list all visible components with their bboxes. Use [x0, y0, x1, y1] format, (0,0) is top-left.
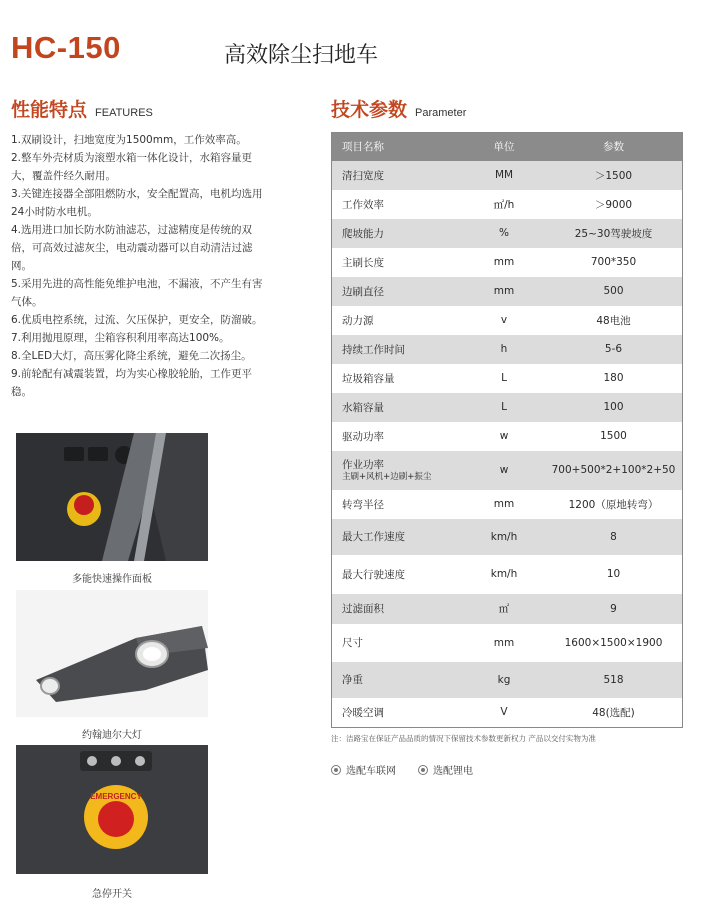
table-row — [332, 519, 683, 555]
spec-value: 518 — [603, 673, 624, 686]
spec-name: 边刷直径 — [342, 285, 384, 298]
spec-value: 700+500*2+100*2+50 — [551, 464, 676, 476]
header-name: 项目名称 — [342, 141, 384, 154]
table-row — [332, 248, 683, 277]
table-row — [332, 335, 683, 364]
spec-title-en: Parameter — [415, 107, 467, 119]
spec-unit: mm — [493, 636, 515, 649]
emergency-label: EMERGENCY — [90, 792, 142, 801]
header-unit: 单位 — [493, 141, 515, 154]
spec-name: 爬坡能力 — [342, 227, 384, 240]
table-row — [332, 306, 683, 335]
spec-value: 9 — [610, 602, 617, 615]
control-panel-photo — [16, 433, 208, 561]
spec-value: 48(选配) — [592, 706, 635, 719]
spec-value: 100 — [603, 401, 624, 413]
spec-unit: MM — [494, 169, 514, 181]
spec-name: 动力源 — [342, 314, 374, 327]
feature-item: 4.选用进口加长防水防油滤芯，过滤精度是传统的双倍，可高效过滤灰尘，电动震动器可以自动清洁过滤网。 — [11, 224, 253, 272]
option-label: 选配车联网 — [346, 766, 396, 777]
spec-title-cn: 技术参数 — [331, 99, 408, 121]
features-heading — [11, 95, 153, 122]
spec-unit: mm — [493, 256, 515, 268]
spec-name: 冷暖空调 — [342, 706, 384, 719]
spec-name: 主刷长度 — [342, 256, 384, 269]
spec-unit: w — [499, 464, 509, 476]
spec-value: ＞1500 — [594, 169, 633, 182]
model-number: HC-150 — [11, 30, 121, 65]
spec-unit: L — [501, 372, 507, 384]
spec-unit: v — [500, 314, 508, 326]
spec-name: 过滤面积 — [342, 603, 384, 615]
spec-value: 1500 — [600, 430, 627, 442]
spec-unit: km/h — [490, 568, 518, 580]
radio-icon — [418, 765, 428, 775]
table-row — [332, 364, 683, 393]
option-label: 选配锂电 — [433, 766, 473, 777]
table-header-row — [332, 133, 683, 161]
table-row — [332, 624, 683, 662]
spec-unit: kg — [497, 673, 511, 686]
spec-table — [331, 132, 683, 728]
features-list — [11, 131, 269, 401]
emergency-stop-photo — [16, 745, 208, 874]
photo-caption: 急停开关 — [92, 889, 132, 900]
option-list — [331, 762, 473, 777]
option-lithium-battery[interactable] — [418, 762, 473, 777]
spec-unit: ㎡/h — [493, 198, 515, 211]
radio-icon — [331, 765, 341, 775]
spec-name: 尺寸 — [342, 637, 363, 649]
headlight-photo — [16, 590, 208, 717]
spec-name: 工作效率 — [342, 198, 384, 211]
spec-name-main: 作业功率 — [342, 459, 384, 471]
spec-unit: V — [500, 706, 508, 719]
spec-value: 10 — [606, 568, 621, 580]
feature-item: 3.关键连接器全部阻燃防水，安全配置高，电机均选用24小时防水电机。 — [11, 188, 263, 218]
spec-value: ＞9000 — [594, 198, 633, 211]
spec-note: 注：洁路宝在保证产品品质的情况下保留技术参数更新权力 产品以交付实物为准 — [331, 734, 596, 743]
photo-caption: 约翰迪尔大灯 — [82, 730, 142, 741]
spec-unit: L — [501, 401, 507, 413]
spec-value: 700*350 — [590, 256, 637, 268]
spec-unit: km/h — [490, 530, 518, 543]
spec-name: 垃圾箱容量 — [342, 372, 395, 385]
table-row — [332, 555, 683, 594]
table-row — [332, 451, 683, 490]
spec-name: 清扫宽度 — [342, 169, 384, 182]
spec-value: 48电池 — [596, 314, 631, 327]
spec-name: 转弯半径 — [342, 498, 384, 511]
option-iot[interactable] — [331, 762, 396, 777]
header-value: 参数 — [603, 141, 624, 154]
spec-name: 净重 — [342, 674, 363, 686]
feature-item: 1.双刷设计，扫地宽度为1500mm，工作效率高。 — [11, 134, 247, 146]
spec-name: 驱动功率 — [342, 430, 384, 443]
feature-item: 9.前轮配有减震装置，均为实心橡胶轮胎，工作更平稳。 — [11, 368, 253, 398]
spec-unit: mm — [493, 498, 515, 510]
spec-value: 5-6 — [604, 343, 623, 355]
control-panel-illustration — [16, 433, 208, 561]
spec-name: 持续工作时间 — [342, 343, 405, 356]
spec-value: 500 — [603, 285, 624, 297]
spec-unit: % — [499, 227, 509, 239]
spec-name: 最大工作速度 — [342, 531, 405, 543]
feature-item: 2.整车外壳材质为滚塑水箱一体化设计，水箱容量更大，覆盖件经久耐用。 — [11, 152, 253, 182]
spec-name: 最大行驶速度 — [342, 568, 405, 581]
table-row — [332, 490, 683, 519]
table-row — [332, 161, 683, 190]
spec-value: 8 — [610, 530, 617, 543]
table-row — [332, 219, 683, 248]
spec-unit: ㎡ — [498, 603, 510, 615]
spec-unit: h — [500, 343, 508, 355]
product-name: 高效除尘扫地车 — [224, 43, 379, 68]
spec-value: 1200（原地转弯） — [568, 498, 659, 511]
spec-name: 水箱容量 — [342, 401, 384, 414]
spec-value: 25~30驾驶坡度 — [574, 227, 653, 240]
feature-item: 5.采用先进的高性能免维护电池，不漏液，不产生有害气体。 — [11, 278, 263, 308]
table-row — [332, 698, 683, 728]
headlight-illustration — [16, 590, 208, 717]
spec-unit: mm — [493, 285, 515, 297]
table-row — [332, 422, 683, 451]
feature-item: 8.全LED大灯，高压雾化降尘系统，避免二次扬尘。 — [11, 350, 252, 362]
table-row — [332, 190, 683, 219]
table-row — [332, 662, 683, 698]
features-title-cn: 性能特点 — [11, 99, 88, 121]
emergency-stop-illustration — [16, 745, 208, 874]
feature-item: 7.利用抛甩原理，尘箱容积利用率高达100%。 — [11, 332, 230, 344]
spec-value: 180 — [603, 372, 624, 384]
features-title-en: FEATURES — [95, 107, 153, 119]
table-row — [332, 594, 683, 624]
spec-value: 1600×1500×1900 — [564, 636, 663, 649]
spec-name — [332, 451, 464, 490]
spec-name-sub: 主刷+风机+边刷+振尘 — [342, 472, 432, 482]
photo-caption: 多能快速操作面板 — [72, 574, 152, 585]
table-row — [332, 277, 683, 306]
spec-unit: w — [499, 430, 509, 442]
table-row — [332, 393, 683, 422]
spec-heading — [331, 95, 466, 122]
feature-item: 6.优质电控系统，过流、欠压保护，更安全，防溜破。 — [11, 314, 263, 326]
